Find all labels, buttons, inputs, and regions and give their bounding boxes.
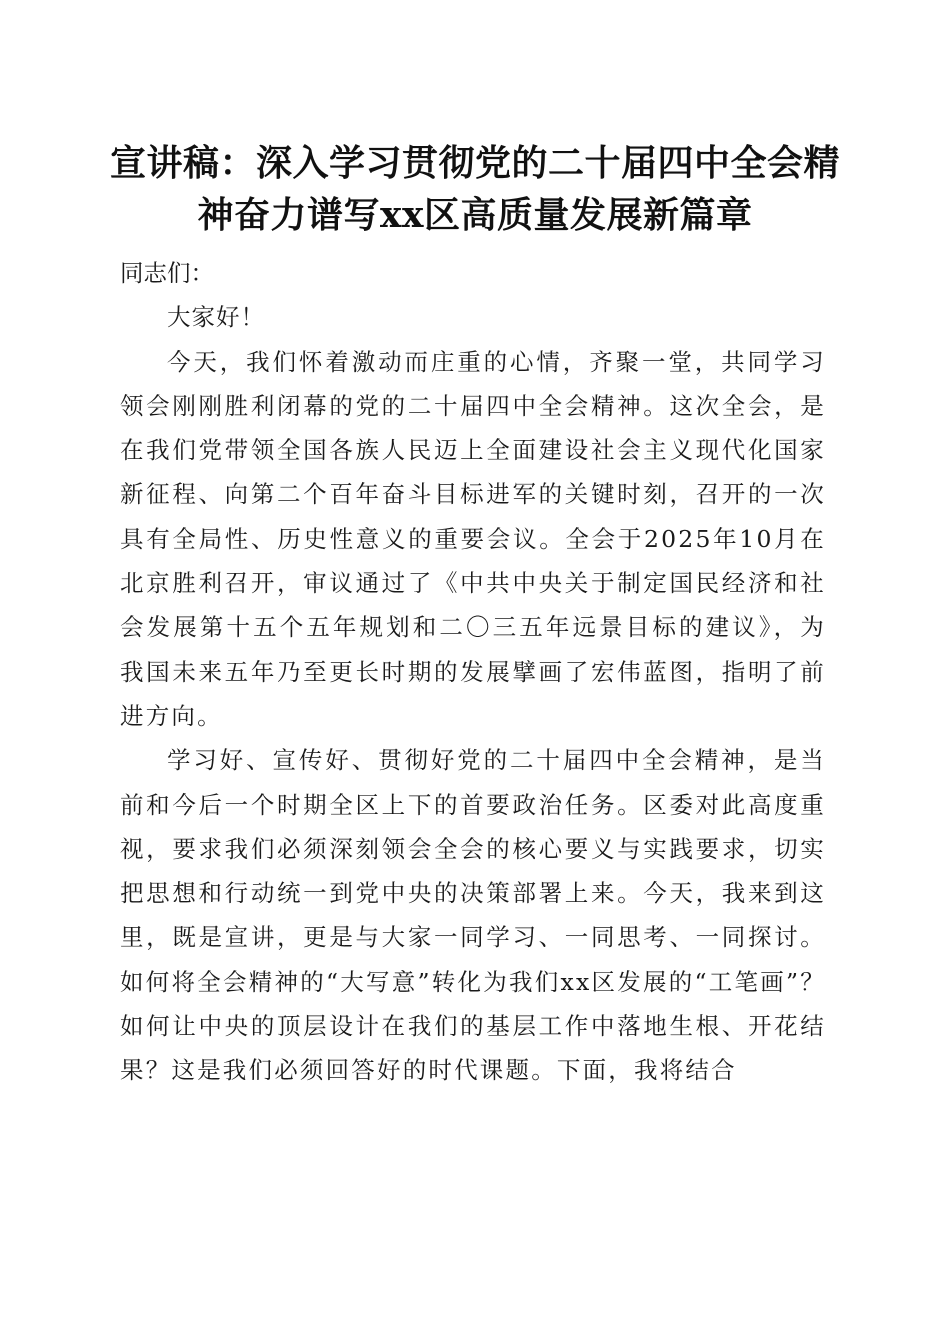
greeting-paragraph: 大家好！ bbox=[167, 303, 265, 332]
body-paragraph: 今天，我们怀着激动而庄重的心情，齐聚一堂，共同学习领会刚刚胜利闭幕的党的二十届四中全会精神。这次全会，是在我们党带领全国各族人民迈上全面建设社会主义现代化国家新征程、向第二个百年奋斗目标进军的关键时刻，召开的一次具有全局性、历史性意义的重要会议。全会于2025年10月在北京胜利召开，审议通过了《中共中央关于制定国民经济和社会发展第十五个五年规划和二〇三五年远景目标的建议》，为我国未来五年乃至更长时期的发展擘画了宏伟蓝图，指明了前进方向。 bbox=[120, 347, 826, 730]
document-title bbox=[100, 137, 850, 241]
document-body bbox=[120, 251, 826, 1093]
title-line-2: 神奋力谱写xx区高质量发展新篇章 bbox=[197, 194, 753, 236]
title-line-1: 宣讲稿：深入学习贯彻党的二十届四中全会精 bbox=[109, 142, 840, 184]
body-paragraph: 学习好、宣传好、贯彻好党的二十届四中全会精神，是当前和今后一个时期全区上下的首要政治任务。区委对此高度重视，要求我们必须深刻领会全会的核心要义与实践要求，切实把思想和行动统一到党中央的决策部署上来。今天，我来到这里，既是宣讲，更是与大家一同学习、一同思考、一同探讨。如何将全会精神的“大写意”转化为我们xx区发展的“工笔画”？如何让中央的顶层设计在我们的基层工作中落地生根、开花结果？这是我们必须回答好的时代课题。下面，我将结合 bbox=[120, 746, 826, 1085]
salutation: 同志们： bbox=[120, 259, 214, 287]
